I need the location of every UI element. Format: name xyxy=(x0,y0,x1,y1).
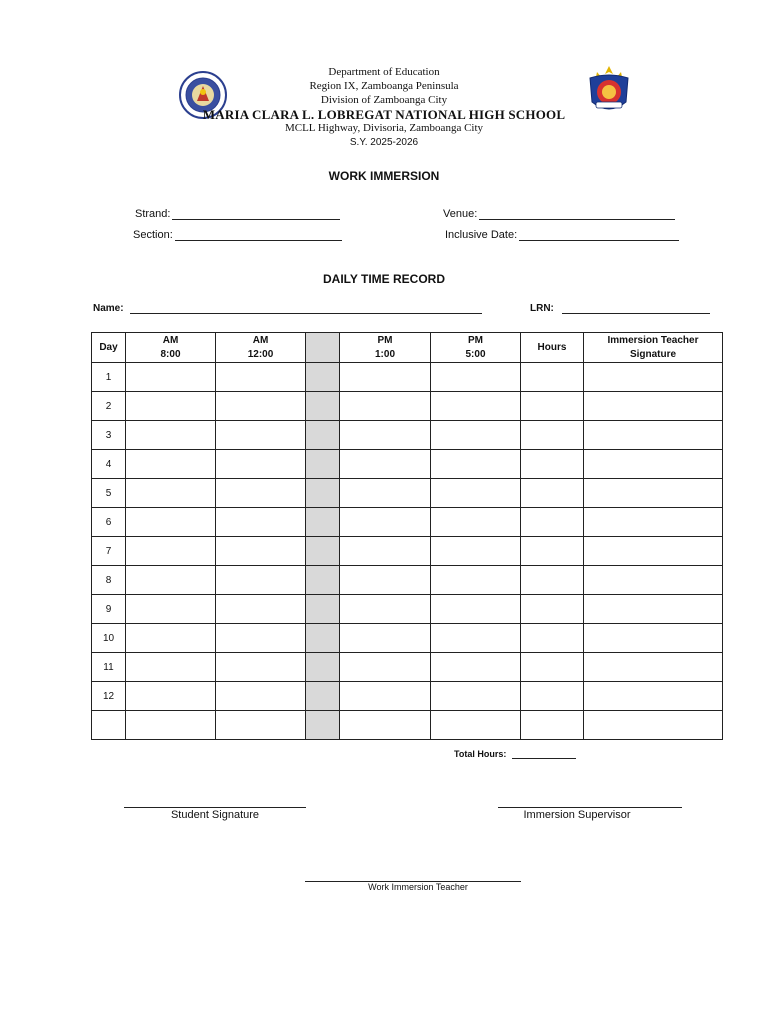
am-in-cell[interactable] xyxy=(126,537,216,566)
signature-cell[interactable] xyxy=(584,711,723,740)
am-out-cell[interactable] xyxy=(216,624,306,653)
signature-cell[interactable] xyxy=(584,363,723,392)
inclusive-date-line[interactable] xyxy=(519,230,679,241)
day-cell xyxy=(92,711,126,740)
table-row xyxy=(92,595,723,624)
hours-cell[interactable] xyxy=(521,421,584,450)
break-cell xyxy=(306,711,340,740)
hours-cell[interactable] xyxy=(521,653,584,682)
teacher-signature-label: Work Immersion Teacher xyxy=(368,882,468,892)
signature-cell[interactable] xyxy=(584,479,723,508)
day-cell: 2 xyxy=(92,392,126,421)
am-in-cell[interactable] xyxy=(126,566,216,595)
am-in-cell[interactable] xyxy=(126,421,216,450)
am-in-cell[interactable] xyxy=(126,363,216,392)
division-name: Division of Zamboanga City xyxy=(320,94,448,106)
pm-in-cell[interactable] xyxy=(340,363,431,392)
pm-out-cell[interactable] xyxy=(431,682,521,711)
school-name: MARIA CLARA L. LOBREGAT NATIONAL HIGH SCHOOL xyxy=(202,107,566,122)
hours-cell[interactable] xyxy=(521,392,584,421)
pm-in-cell[interactable] xyxy=(340,595,431,624)
hours-cell[interactable] xyxy=(521,479,584,508)
pm-out-cell[interactable] xyxy=(431,508,521,537)
day-cell: 4 xyxy=(92,450,126,479)
break-cell xyxy=(306,624,340,653)
daily-time-record-table xyxy=(91,332,723,740)
pm-in-cell[interactable] xyxy=(340,450,431,479)
break-cell xyxy=(306,566,340,595)
supervisor-signature-line[interactable] xyxy=(498,807,682,808)
table-row xyxy=(92,363,723,392)
lrn-field xyxy=(530,303,710,314)
pm-in-cell[interactable] xyxy=(340,682,431,711)
signature-cell[interactable] xyxy=(584,450,723,479)
hours-header: Hours xyxy=(521,333,584,363)
day-cell: 12 xyxy=(92,682,126,711)
table-row xyxy=(92,682,723,711)
table-row xyxy=(92,711,723,740)
am-in-cell[interactable] xyxy=(126,508,216,537)
pm-out-cell[interactable] xyxy=(431,421,521,450)
pm-out-cell[interactable] xyxy=(431,711,521,740)
table-row xyxy=(92,653,723,682)
am-out-cell[interactable] xyxy=(216,392,306,421)
table-row xyxy=(92,450,723,479)
signature-cell[interactable] xyxy=(584,624,723,653)
pm-in-cell[interactable] xyxy=(340,392,431,421)
am-out-cell[interactable] xyxy=(216,537,306,566)
am-out-cell[interactable] xyxy=(216,711,306,740)
department-name: Department of Education xyxy=(328,66,440,78)
table-row xyxy=(92,479,723,508)
strand-field xyxy=(135,208,340,220)
am-in-header: AM 8:00 xyxy=(126,333,216,363)
lrn-line[interactable] xyxy=(562,303,710,314)
hours-cell[interactable] xyxy=(521,682,584,711)
section-line[interactable] xyxy=(175,230,342,241)
inclusive-date-label: Inclusive Date: xyxy=(445,229,518,241)
pm-out-cell[interactable] xyxy=(431,566,521,595)
signature-cell[interactable] xyxy=(584,537,723,566)
hours-cell[interactable] xyxy=(521,508,584,537)
hours-cell[interactable] xyxy=(521,537,584,566)
pm-in-cell[interactable] xyxy=(340,653,431,682)
pm-in-cell[interactable] xyxy=(340,479,431,508)
pm-out-cell[interactable] xyxy=(431,479,521,508)
section-label: Section: xyxy=(133,229,173,241)
pm-in-header: PM 1:00 xyxy=(340,333,431,363)
pm-out-cell[interactable] xyxy=(431,537,521,566)
am-in-cell[interactable] xyxy=(126,479,216,508)
hours-cell[interactable] xyxy=(521,595,584,624)
am-in-cell[interactable] xyxy=(126,682,216,711)
student-signature-line[interactable] xyxy=(124,807,306,808)
signature-cell[interactable] xyxy=(584,595,723,624)
break-cell xyxy=(306,682,340,711)
am-out-cell[interactable] xyxy=(216,653,306,682)
am-in-cell[interactable] xyxy=(126,624,216,653)
school-address: MCLL Highway, Divisoria, Zamboanga City xyxy=(284,122,484,134)
break-cell xyxy=(306,508,340,537)
am-out-cell[interactable] xyxy=(216,363,306,392)
break-cell xyxy=(306,479,340,508)
day-cell: 6 xyxy=(92,508,126,537)
hours-cell[interactable] xyxy=(521,711,584,740)
hours-cell[interactable] xyxy=(521,363,584,392)
name-label: Name: xyxy=(93,303,124,314)
day-cell: 5 xyxy=(92,479,126,508)
pm-in-cell[interactable] xyxy=(340,537,431,566)
hours-cell[interactable] xyxy=(521,566,584,595)
am-out-cell[interactable] xyxy=(216,682,306,711)
table-row xyxy=(92,537,723,566)
venue-label: Venue: xyxy=(443,208,478,220)
strand-line[interactable] xyxy=(172,209,340,220)
teacher-signature-header: Immersion Teacher Signature xyxy=(584,333,723,363)
table-row xyxy=(92,508,723,537)
break-cell xyxy=(306,595,340,624)
table-header-row xyxy=(92,333,723,363)
table-row xyxy=(92,566,723,595)
signature-cell[interactable] xyxy=(584,566,723,595)
record-title: DAILY TIME RECORD xyxy=(322,272,445,286)
pm-in-cell[interactable] xyxy=(340,421,431,450)
break-column-header xyxy=(306,333,340,363)
total-hours-field xyxy=(454,748,576,759)
strand-label: Strand: xyxy=(135,208,171,220)
day-cell: 11 xyxy=(92,653,126,682)
form-title: WORK IMMERSION xyxy=(328,169,440,183)
region-name: Region IX, Zamboanga Peninsula xyxy=(309,80,459,92)
am-in-cell[interactable] xyxy=(126,450,216,479)
student-signature-label: Student Signature xyxy=(170,809,260,821)
am-out-cell[interactable] xyxy=(216,479,306,508)
break-cell xyxy=(306,537,340,566)
pm-out-cell[interactable] xyxy=(431,595,521,624)
table-row xyxy=(92,392,723,421)
venue-field xyxy=(443,208,675,220)
am-in-cell[interactable] xyxy=(126,653,216,682)
break-cell xyxy=(306,421,340,450)
supervisor-signature-label: Immersion Supervisor xyxy=(523,809,631,821)
hours-cell[interactable] xyxy=(521,450,584,479)
day-cell: 3 xyxy=(92,421,126,450)
table-row xyxy=(92,421,723,450)
pm-in-cell[interactable] xyxy=(340,624,431,653)
day-cell: 1 xyxy=(92,363,126,392)
day-header: Day xyxy=(92,333,126,363)
school-year: S.Y. 2025-2026 xyxy=(349,137,419,148)
venue-line[interactable] xyxy=(479,209,675,220)
pm-out-header: PM 5:00 xyxy=(431,333,521,363)
signature-cell[interactable] xyxy=(584,508,723,537)
am-out-header: AM 12:00 xyxy=(216,333,306,363)
day-cell: 10 xyxy=(92,624,126,653)
pm-out-cell[interactable] xyxy=(431,392,521,421)
am-in-cell[interactable] xyxy=(126,711,216,740)
am-in-cell[interactable] xyxy=(126,392,216,421)
am-in-cell[interactable] xyxy=(126,595,216,624)
pm-in-cell[interactable] xyxy=(340,711,431,740)
total-hours-line[interactable] xyxy=(512,748,576,759)
pm-out-cell[interactable] xyxy=(431,624,521,653)
break-cell xyxy=(306,450,340,479)
signature-cell[interactable] xyxy=(584,653,723,682)
break-cell xyxy=(306,392,340,421)
name-line[interactable] xyxy=(130,303,482,314)
lrn-label: LRN: xyxy=(530,303,554,314)
section-field xyxy=(133,229,342,241)
am-out-cell[interactable] xyxy=(216,595,306,624)
inclusive-date-field xyxy=(445,229,679,241)
total-hours-label: Total Hours: xyxy=(454,749,507,759)
signature-cell[interactable] xyxy=(584,392,723,421)
pm-in-cell[interactable] xyxy=(340,508,431,537)
am-out-cell[interactable] xyxy=(216,566,306,595)
pm-out-cell[interactable] xyxy=(431,450,521,479)
hours-cell[interactable] xyxy=(521,624,584,653)
signature-cell[interactable] xyxy=(584,682,723,711)
am-out-cell[interactable] xyxy=(216,508,306,537)
am-out-cell[interactable] xyxy=(216,450,306,479)
am-out-cell[interactable] xyxy=(216,421,306,450)
break-cell xyxy=(306,653,340,682)
name-field xyxy=(93,303,482,314)
table-row xyxy=(92,624,723,653)
pm-out-cell[interactable] xyxy=(431,653,521,682)
pm-out-cell[interactable] xyxy=(431,363,521,392)
day-cell: 7 xyxy=(92,537,126,566)
day-cell: 9 xyxy=(92,595,126,624)
pm-in-cell[interactable] xyxy=(340,566,431,595)
break-cell xyxy=(306,363,340,392)
day-cell: 8 xyxy=(92,566,126,595)
signature-cell[interactable] xyxy=(584,421,723,450)
